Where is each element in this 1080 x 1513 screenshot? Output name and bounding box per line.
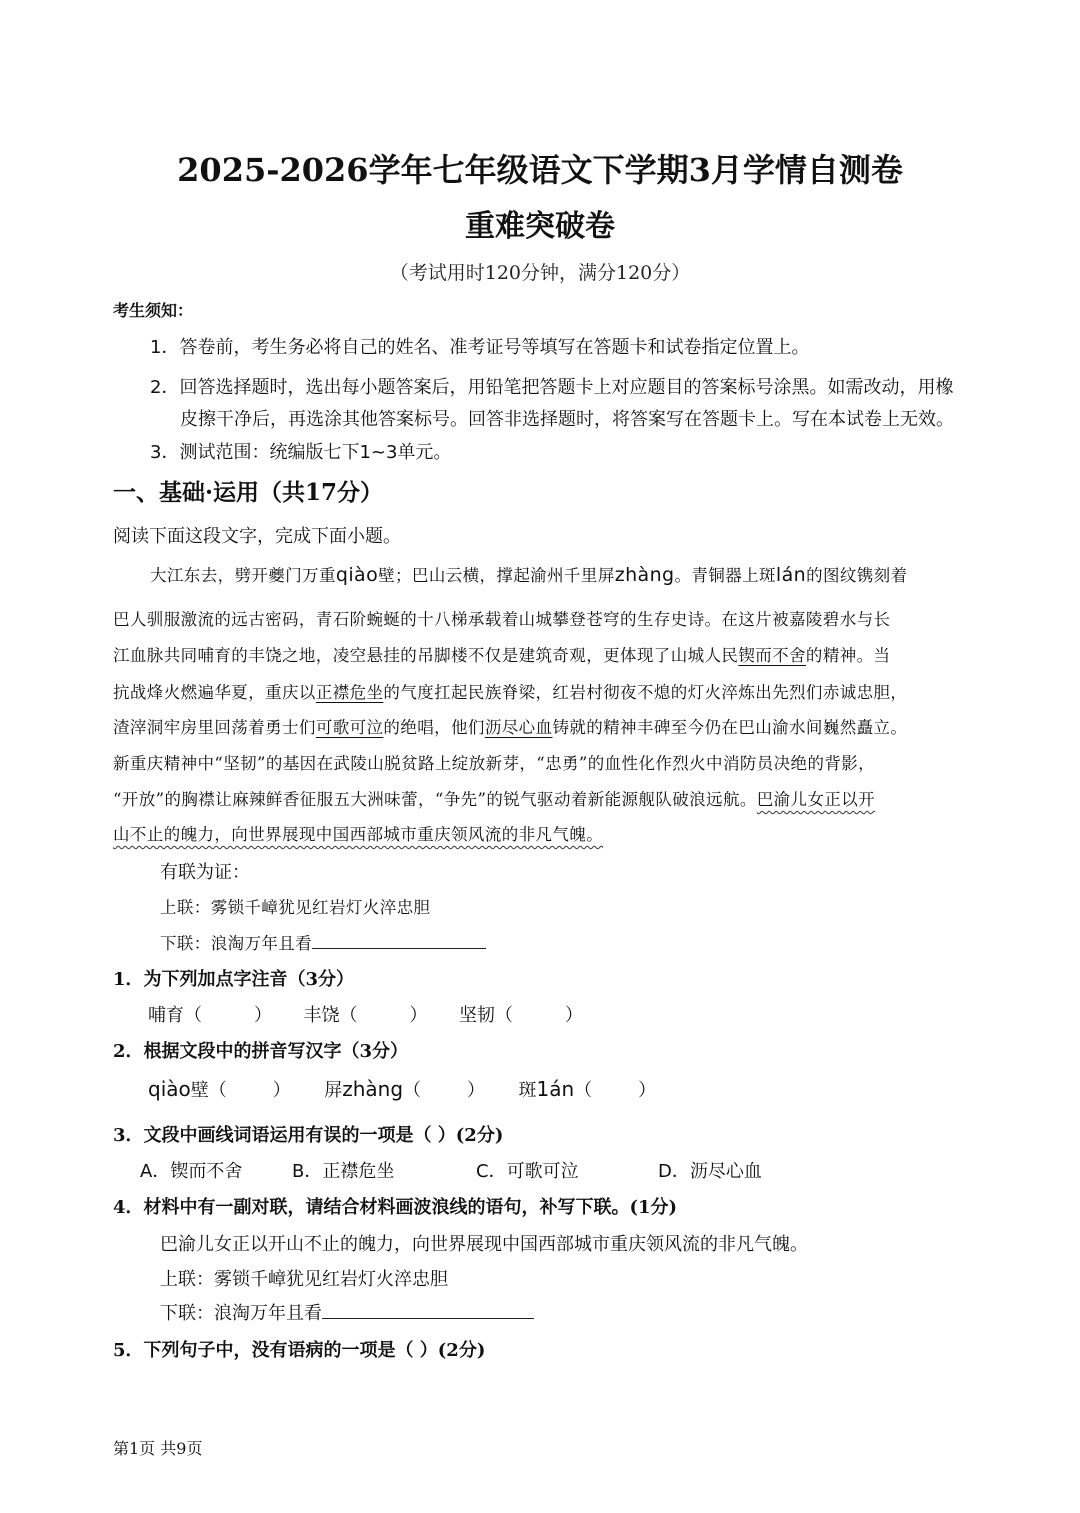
underlined-term-1: 锲而不舍 <box>738 646 806 665</box>
wavy-sentence-end: 山不止的魄力，向世界展现中国西部城市重庆领风流的非凡气魄。 <box>113 825 604 844</box>
passage-text: 壁；巴山云横，撑起渝州千里屏 <box>378 566 615 585</box>
passage-line-2: 巴人驯服激流的远古密码，青石阶蜿蜒的十八梯承载着山城攀登苍穹的生存史诗。在这片被嘉陵碧水与长 <box>113 610 891 629</box>
underlined-term-3: 可歌可泣 <box>315 718 384 737</box>
q5-stem: 5．下列句子中，没有语病的一项是（ ）(2分) <box>113 1340 486 1361</box>
passage-text: 渣滓洞牢房里回荡着勇士们 <box>113 718 316 737</box>
passage-text: 铸就的精神丰碑至今仍在巴山渝水间巍然矗立。 <box>552 718 908 737</box>
passage-text: 的精神。当 <box>805 646 891 665</box>
q2-pinyin-3: 1án <box>536 1077 575 1101</box>
q2-stem: 2．根据文段中的拼音写汉字（3分） <box>113 1041 409 1062</box>
q3-option-c[interactable]: C．可歌可泣 <box>476 1161 579 1182</box>
q1-close: ） <box>564 1005 583 1026</box>
answer-blank[interactable] <box>312 930 486 949</box>
q2-pinyin-1: qiào <box>148 1077 191 1101</box>
reading-instruction: 阅读下面这段文字，完成下面小题。 <box>113 526 401 547</box>
exam-info: （考试用时120分钟，满分120分） <box>389 262 691 284</box>
couplet-intro: 有联为证： <box>160 862 250 883</box>
passage-line-1 <box>150 562 907 586</box>
q2-close: ） <box>638 1080 657 1101</box>
notice-item-2-cont: 皮擦干净后，再选涂其他答案标号。回答非选择题时，将答案写在答题卡上。写在本试卷上无效。 <box>180 409 954 430</box>
couplet-lower-label: 下联：浪淘万年且看 <box>160 934 313 953</box>
passage-text: 江血脉共同哺育的丰饶之地，凌空悬挂的吊脚楼不仅是建筑奇观，更体现了山城人民 <box>113 646 739 665</box>
pinyin-zhang: zhàng <box>614 564 675 586</box>
notice-item-1: 1．答卷前，考生务必将自己的姓名、准考证号等填写在答题卡和试卷指定位置上。 <box>150 337 810 358</box>
q1-close: ） <box>254 1005 272 1026</box>
wavy-sentence-start: 巴渝儿女正以开 <box>756 790 876 809</box>
page-number: 第1页 共9页 <box>113 1439 203 1458</box>
passage-line-3 <box>113 642 890 666</box>
q4-quote: 巴渝儿女正以开山不止的魄力，向世界展现中国西部城市重庆领风流的非凡气魄。 <box>160 1234 808 1255</box>
q1-stem: 1．为下列加点字注音（3分） <box>113 969 355 990</box>
underlined-term-4: 沥尽心血 <box>484 718 553 737</box>
passage-text: 。青铜器上斑 <box>674 566 776 585</box>
q4-upper: 上联：雾锁千嶂犹见红岩灯火淬忠胆 <box>160 1269 448 1290</box>
q1-items <box>148 1001 583 1027</box>
q1-item-3: 坚韧（ <box>458 1005 513 1026</box>
notice-item-3: 3．测试范围：统编版七下1~3单元。 <box>150 442 452 463</box>
q4-lower <box>160 1299 534 1325</box>
pinyin-qiao: qiào <box>335 564 379 586</box>
couplet-upper: 上联：雾锁千嶂犹见红岩灯火淬忠胆 <box>160 898 431 917</box>
q2-items <box>148 1076 656 1102</box>
q2-text-1: 壁（ <box>190 1080 227 1101</box>
q2-text-3: （ <box>574 1080 593 1101</box>
passage-text: 的图纹镌刻着 <box>806 566 908 585</box>
q2-pinyin-2: zhàng <box>342 1077 404 1101</box>
q1-item-1: 哺育（ <box>148 1005 202 1026</box>
q3-option-a[interactable]: A．锲而不舍 <box>140 1161 243 1182</box>
section-heading: 一、基础·运用（共17分） <box>113 479 384 506</box>
notice-heading: 考生须知： <box>113 301 194 320</box>
q2-close: ） <box>467 1080 486 1101</box>
passage-text: 的绝唱，他们 <box>383 718 485 737</box>
pinyin-lan: lán <box>775 564 807 586</box>
q4-lower-label: 下联：浪淘万年且看 <box>160 1303 322 1324</box>
passage-line-5 <box>113 714 907 738</box>
passage-line-6: 新重庆精神中“坚韧”的基因在武陵山脱贫路上绽放新芽，“忠勇”的血性化作烈火中消防员决绝的背影， <box>113 754 876 773</box>
passage-line-7 <box>113 786 875 810</box>
answer-blank[interactable] <box>322 1300 534 1319</box>
notice-item-2: 2．回答选择题时，选出每小题答案后，用铅笔把答题卡上对应题目的答案标号涂黑。如需改动，用橡 <box>150 377 954 398</box>
q4-stem: 4．材料中有一副对联，请结合材料画波浪线的语句，补写下联。(1分) <box>113 1197 678 1218</box>
couplet-lower <box>160 930 486 954</box>
q2-pre-2: 屏 <box>324 1080 343 1101</box>
passage-text: 抗战烽火燃遍华夏，重庆以 <box>113 683 316 702</box>
q3-stem: 3．文段中画线词语运用有误的一项是（ ）(2分) <box>113 1125 504 1146</box>
passage-line-4 <box>113 679 907 703</box>
passage-text: 的气度扛起民族脊梁，红岩村彻夜不熄的灯火淬炼出先烈们赤诚忠胆， <box>383 683 908 702</box>
underlined-term-2: 正襟危坐 <box>315 683 384 702</box>
q1-close: ） <box>409 1005 428 1026</box>
q2-text-2: （ <box>403 1080 422 1101</box>
q3-option-b[interactable]: B．正襟危坐 <box>292 1161 395 1182</box>
page-title: 2025-2026学年七年级语文下学期3月学情自测卷 <box>177 151 903 189</box>
page-subtitle: 重难突破卷 <box>465 209 615 244</box>
passage-text: “开放”的胸襟让麻辣鲜香征服五大洲味蕾，“争先”的锐气驱动着新能源舰队破浪远航。 <box>113 790 757 809</box>
passage-text: 大江东去，劈开夔门万重 <box>150 566 336 585</box>
q2-close: ） <box>272 1080 291 1101</box>
q3-option-d[interactable]: D．沥尽心血 <box>658 1161 762 1182</box>
passage-line-8 <box>113 821 603 845</box>
q2-pre-3: 斑 <box>518 1080 537 1101</box>
q1-item-2: 丰饶（ <box>303 1005 358 1026</box>
